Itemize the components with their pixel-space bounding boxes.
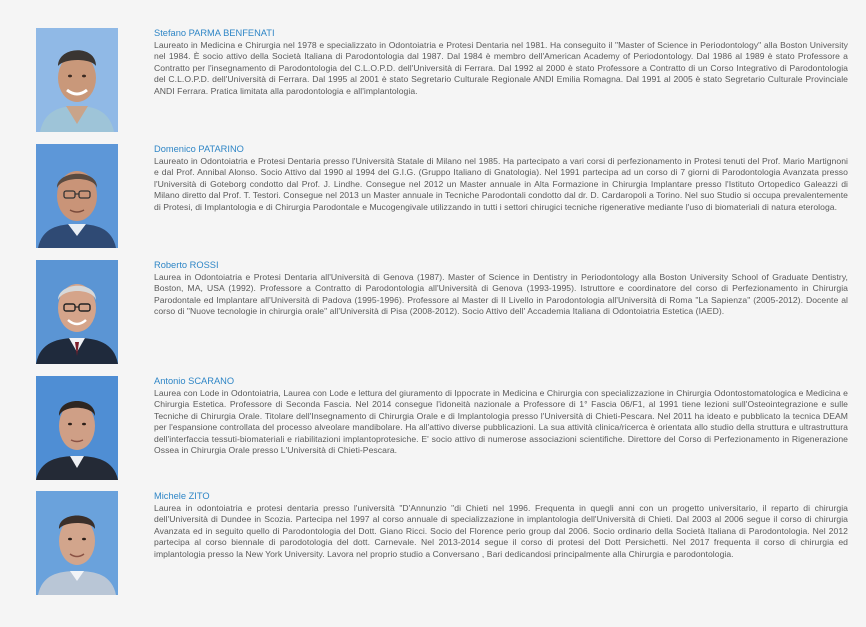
- speaker-photo-parma-benfenati: [36, 28, 118, 132]
- speaker-bio: Laureato in Medicina e Chirurgia nel 1978 e specializzato in Odontoiatria e Protesi Dentaria nel 1981. Ha conseguito il "Master of Science in Periodontology" alla Boston University nel 1984. È socio attivo della Società Italiana di Parodontologia dal 1987. Dal 1984 è membro dell'American Academy of Periodontology. Dal 1986 al 1989 è stato Professore a Contratto per l'insegnamento di Parodontologia del C.L.O.P.D. dell'Università di Ferrara. Dal 1992 al 2000 è stato Professore a Contratto di un Corso Integrativo di Parodontologia del C.L.O.P.D. dell'Università di Ferrara. Dal 1995 al 2001 è stato Segretario Culturale Regionale ANDI Emilia Romagna. Dal 1991 al 2005 è stato Segretario Culturale Provinciale ANDI Ferrara. Pratica limitata alla parodontologia e all'implantologia.: [154, 40, 848, 96]
- speaker-photo-patarino: [36, 144, 118, 248]
- speaker-name: Stefano PARMA BENFENATI: [154, 28, 275, 38]
- speaker-bio: Laurea in odontoiatria e protesi dentaria presso l'università "D'Annunzio "di Chieti nel 1996. Frequenta in quegli anni con un progetto universitario, il reparto di chirurgia dell'Università di Dundee in Scozia. Partecipa nel 1997 al corso annuale di specializzazione in implantologia dell'Università di Chieti. Dal 2003 al 2006 segue il corso di chirurgia Avanzata ed in seguito quello di Parodontologia del Dott. Giano Ricci. Socio del Florence perio group dal 2006. Socio ordinario della Società Italiana di Parodontologia. Nel 2012 partecipa al corso biennale di parodotologia del dott. Carnevale. Nel 2013-2014 segue il corso di protesi del Dott Persichetti. Nel 2017 frequenta il corso di chirurgia ed implantologia presso la New York University. Lavora nel proprio studio a Conversano , Bari dedicandosi principalmente alla Chirurgia e parodontologia.: [154, 503, 848, 559]
- speaker-photo-rossi: [36, 260, 118, 364]
- speaker-photo-zito: [36, 491, 118, 595]
- speaker-name: Domenico PATARINO: [154, 144, 244, 154]
- speaker-photo-scarano: [36, 376, 118, 480]
- speaker-name: Antonio SCARANO: [154, 376, 235, 386]
- speaker-bio: Laurea in Odontoiatria e Protesi Dentaria all'Università di Genova (1987). Master of Science in Dentistry in Periodontology alla Boston University School of Graduate Dentistry, Boston, MA, USA (1992). Professore a Contratto di Parodontologia all'Università di Genova (1993-1995). Istruttore e coordinatore del corso di Perfezionamento in Chirurgia Parodontale ed Implantare all'Università di Padova (1995-1996). Professore al Master di II Livello in Parodontologia all'Università di Roma "La Sapienza" (2005-2012). Docente al corso di "Nuove tecnologie in chirurgia orale" all'Università di Pisa (2008-2012). Socio Attivo dell' Accademia Italiana di Odontoiatria Estetica (IAED).: [154, 272, 848, 317]
- speaker-name: Michele ZITO: [154, 491, 210, 501]
- speaker-name: Roberto ROSSI: [154, 260, 219, 270]
- speaker-bio: Laureato in Odontoiatria e Protesi Dentaria presso l'Università Statale di Milano nel 1985. Ha partecipato a vari corsi di perfezionamento in Protesi tenuti del Prof. Mario Martignoni e dal Prof. Annibal Alonso. Socio Attivo dal 1990 al 1994 del G.I.G. (Gruppo Italiano di Gnatologia). Nel 1991 partecipa ad un corso di 7 giorni di Parodontologia Avanzata presso l'Università di Goteborg condotto dal Prof. J. Lindhe. Consegue nel 2012 un Master annuale in Alta Formazione in Chirurgia Implantare presso l'Istituto Ortopedico Galeazzi di Milano diretto dal Prof. T. Testori. Consegue nel 2013 un Master annuale in Tecniche Parodontali condotto dal dr. D. Cardaropoli a Torino. Nel suo Studio si occupa prevalentemente di Protesi, di Implantologia e di Chirurgia Parodontale e Mucogengivale utilizzando in tutti i settori chirugici tecniche rigenerative mediante l'uso di biomateriali di natura eterologa.: [154, 156, 848, 212]
- speaker-bio: Laurea con Lode in Odontoiatria, Laurea con Lode e lettura del giuramento di Ippocrate in Medicina e Chirurgia con specializzazione in Chirurgia Odontostomatologica e Medicina e Chirurgia Estetica. Professore di Seconda Fascia. Nel 2014 consegue l'idoneità nazionale a Professore di 1° Fascia 06/F1, al 1991 tiene lezioni sull'Osteointegrazione e sulle Tecniche di Chirurgia Orale. Titolare dell'Insegnamento di Chirurgia Orale e di Implantologia presso l'Università di Chieti-Pescara. Nel 2011 ha ideato e pubblicato la tecnica DEAM per l'espansione controllata del processo alveolare mandibolare. Ha all'attivo diverse pubblicazioni. La sua attività clinica/ricerca è orientata allo studio della struttura e ultrastruttura dell'interfaccia tessuti-biomateriali e riabilitazioni implantoprotesiche. E' socio attivo di numerose associazioni scientifiche. Direttore del Corso di Perfezionamento in Rigenerazione Ossea in Chirurgia Orale presso L'Università di Chieti-Pescara.: [154, 388, 848, 456]
